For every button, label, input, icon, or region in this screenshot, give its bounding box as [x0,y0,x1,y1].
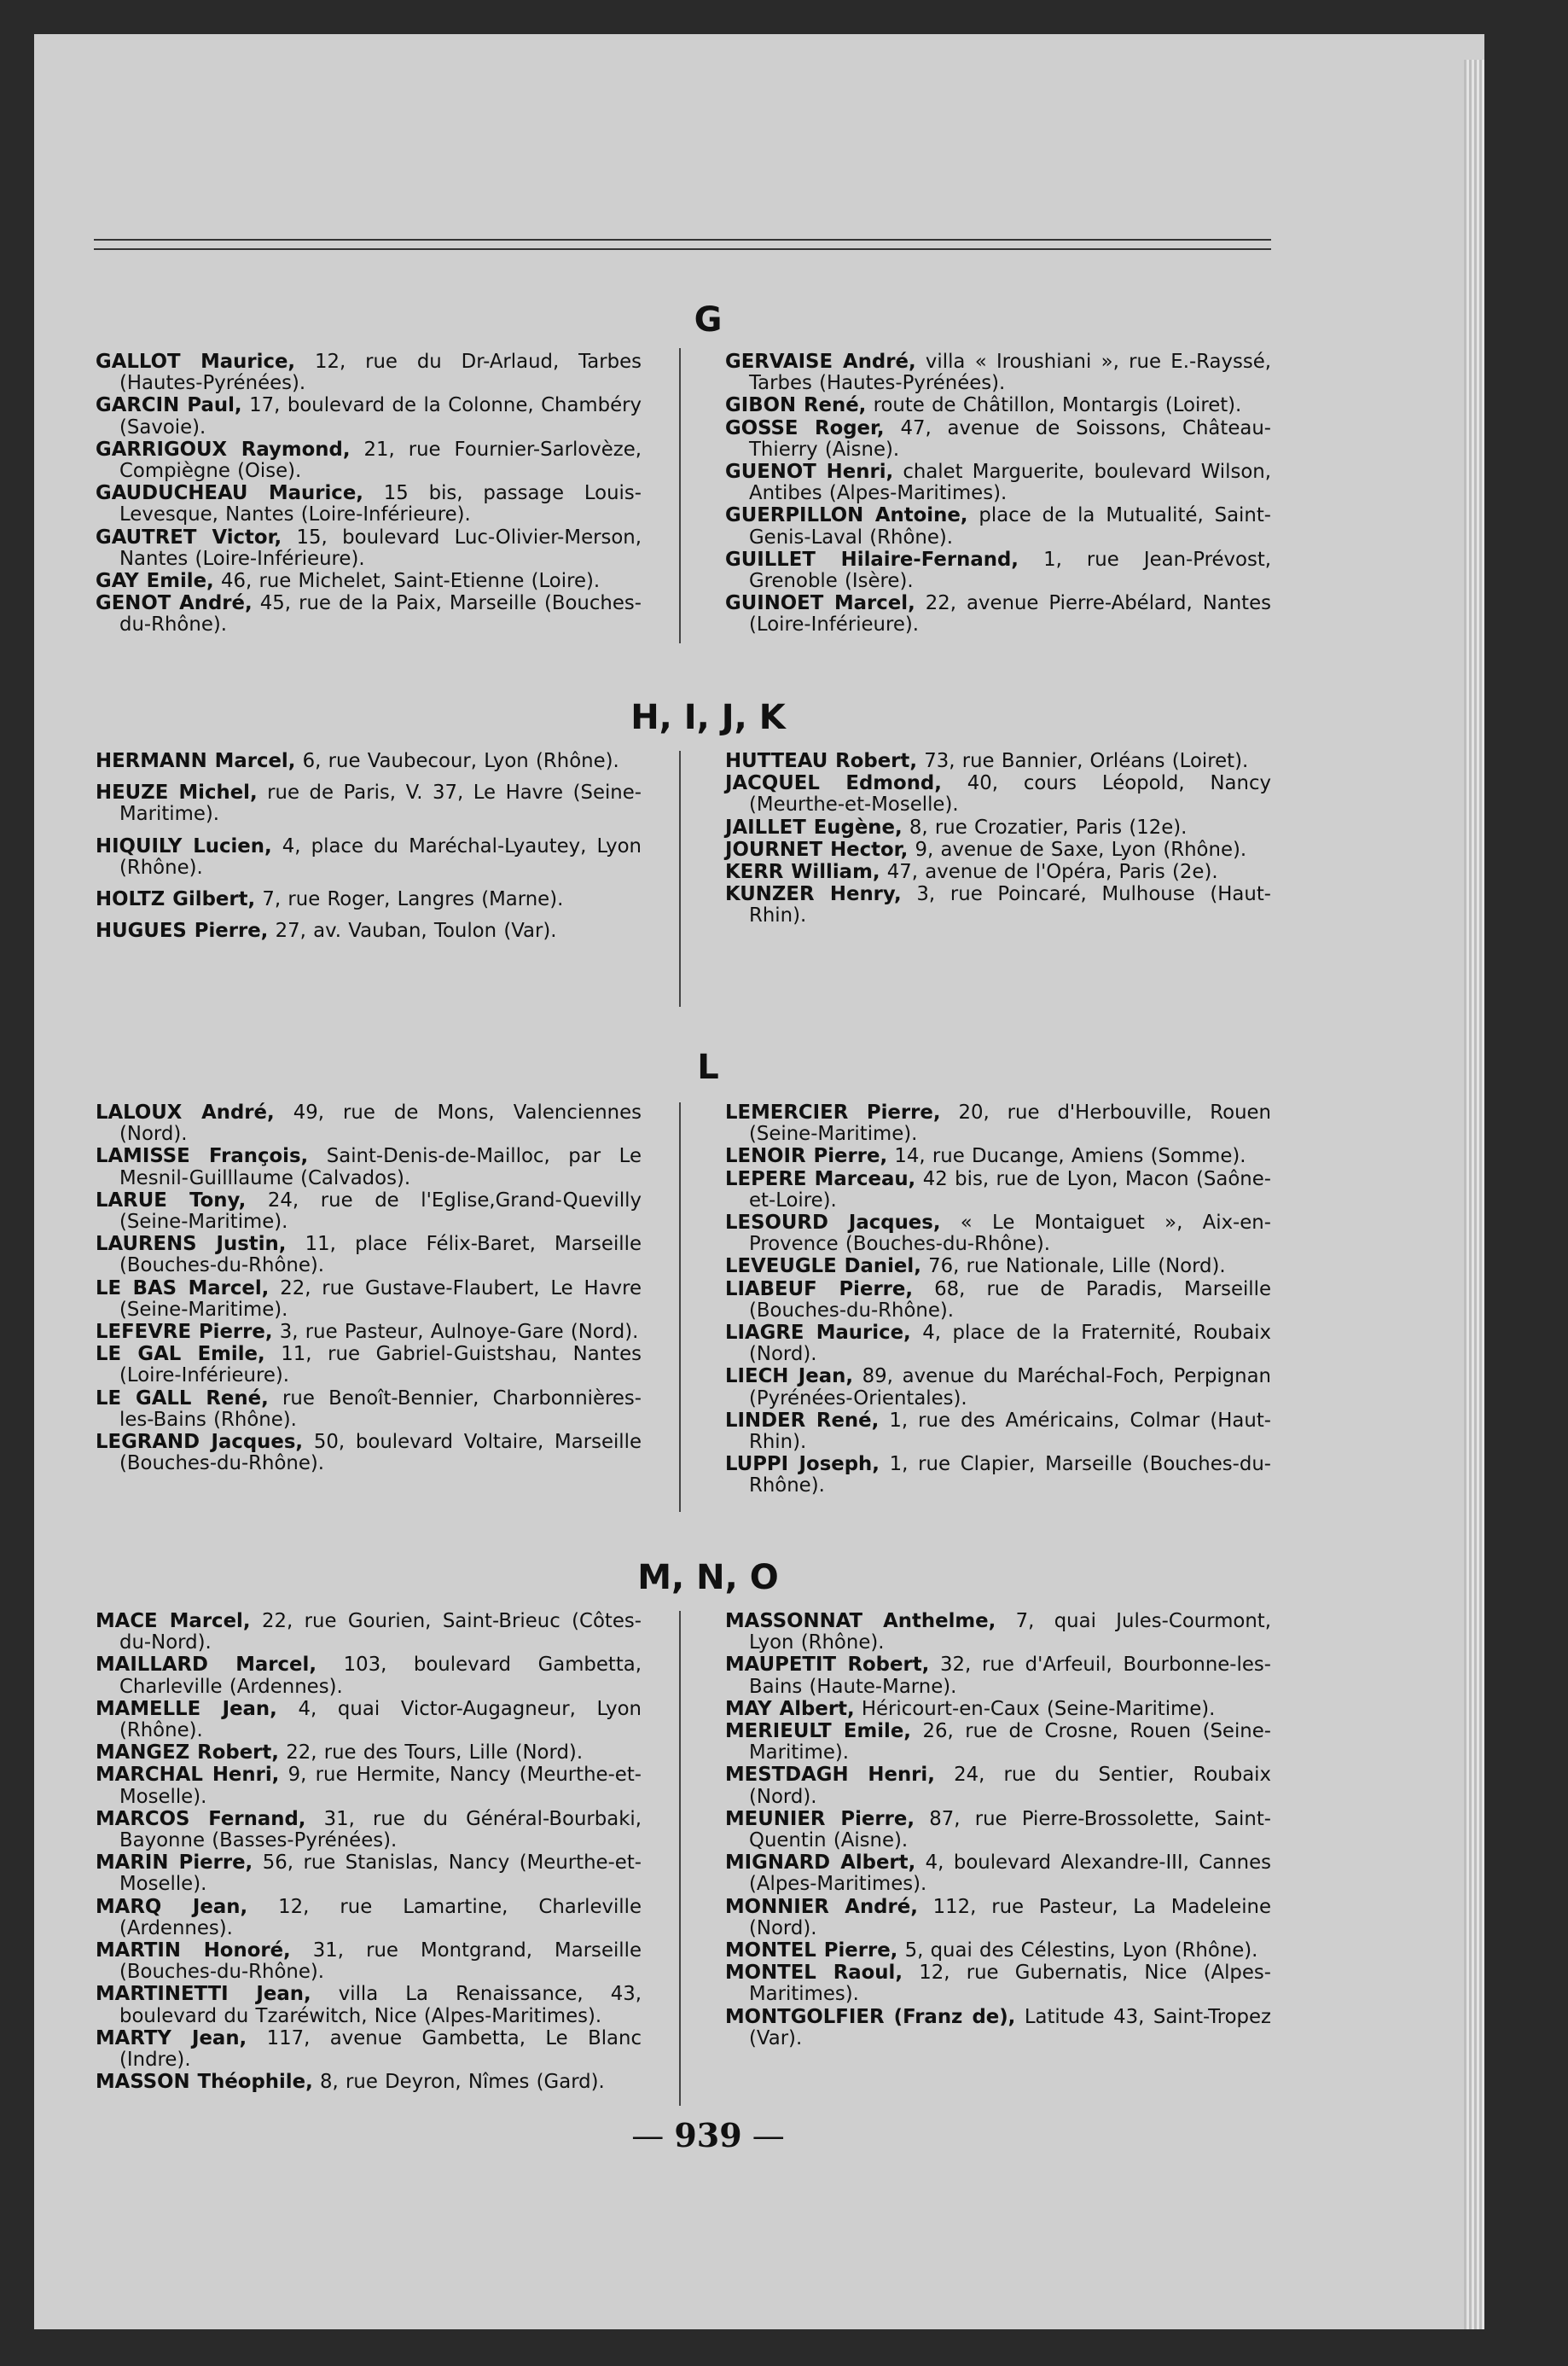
directory-entry: MIGNARD Albert, 4, boulevard Alexandre-III, Cannes (Alpes-Maritimes). [725,1852,1271,1896]
directory-entry: MARQ Jean, 12, rue Lamartine, Charleville (Ardennes). [96,1895,642,1939]
directory-entry: MARCHAL Henri, 9, rue Hermite, Nancy (Meurthe-et-Moselle). [96,1764,642,1808]
directory-entry: HOLTZ Gilbert, 7, rue Roger, Langres (Marne). [96,888,564,911]
directory-entry: LAURENS Justin, 11, place Félix-Baret, Marseille (Bouches-du-Rhône). [96,1233,642,1277]
directory-entry: LEPERE Marceau, 42 bis, rue de Lyon, Macon (Saône-et-Loire). [725,1167,1271,1212]
directory-entry: LENOIR Pierre, 14, rue Ducange, Amiens (Somme). [725,1145,1246,1168]
directory-entry: HUTTEAU Robert, 73, rue Bannier, Orléans (Loiret). [725,750,1249,772]
directory-entry: LAMISSE François, Saint-Denis-de-Mailloc, par Le Mesnil-Guilllaume (Calvados). [96,1145,642,1189]
section-mno-right-column [725,1611,1271,2050]
directory-entry: LE GALL René, rue Benoît-Bennier, Charbonnières-les-Bains (Rhône). [96,1386,642,1431]
directory-entry: MACE Marcel, 22, rue Gourien, Saint-Brieuc (Côtes-du-Nord). [96,1610,642,1654]
column-divider [679,1102,681,1512]
directory-entry: LUPPI Joseph, 1, rue Clapier, Marseille (Bouches-du-Rhône). [725,1453,1271,1497]
section-heading-mno: M, N, O [637,1558,779,1597]
section-g-left-column [96,352,642,637]
directory-entry: LEFEVRE Pierre, 3, rue Pasteur, Aulnoye-Gare (Nord). [96,1321,639,1344]
directory-entry: MONTEL Raoul, 12, rue Gubernatis, Nice (Alpes-Maritimes). [725,1962,1271,2006]
column-divider [679,751,681,1007]
directory-entry: MASSONNAT Anthelme, 7, quai Jules-Courmont, Lyon (Rhône). [725,1610,1271,1654]
directory-entry: KUNZER Henry, 3, rue Poincaré, Mulhouse (Haut-Rhin). [725,883,1271,927]
section-l-left-column [96,1102,642,1475]
section-mno-left-column [96,1611,642,2094]
directory-entry: GALLOT Maurice, 12, rue du Dr-Arlaud, Tarbes (Hautes-Pyrénées). [96,351,642,395]
directory-entry: GAUDUCHEAU Maurice, 15 bis, passage Louis-Levesque, Nantes (Loire-Inférieure). [96,482,642,526]
directory-entry: GERVAISE André, villa « Iroushiani », rue E.-Rayssé, Tarbes (Hautes-Pyrénées). [725,351,1271,395]
directory-entry: MAMELLE Jean, 4, quai Victor-Augagneur, Lyon (Rhône). [96,1697,642,1742]
column-divider [679,348,681,643]
directory-entry: MAUPETIT Robert, 32, rue d'Arfeuil, Bourbonne-les-Bains (Haute-Marne). [725,1654,1271,1698]
section-hijk-right-column [725,751,1271,928]
directory-entry: GIBON René, route de Châtillon, Montargis (Loiret). [725,394,1242,417]
section-hijk-left-column [96,751,642,952]
column-divider [679,1611,681,2106]
directory-entry: LARUE Tony, 24, rue de l'Eglise,Grand-Quevilly (Seine-Maritime). [96,1189,642,1234]
directory-entry: MAY Albert, Héricourt-en-Caux (Seine-Maritime). [725,1697,1216,1720]
page-edge [1464,60,1484,2329]
directory-entry: LESOURD Jacques, « Le Montaiguet », Aix-en-Provence (Bouches-du-Rhône). [725,1212,1271,1256]
directory-entry: LEVEUGLE Daniel, 76, rue Nationale, Lille (Nord). [725,1255,1226,1278]
directory-entry: MARTIN Honoré, 31, rue Montgrand, Marseille (Bouches-du-Rhône). [96,1939,642,1984]
directory-entry: MONTGOLFIER (Franz de), Latitude 43, Saint-Tropez (Var). [725,2005,1272,2049]
page-number-value: 939 [674,2116,742,2154]
section-heading-g: G [694,300,723,340]
directory-entry: JAILLET Eugène, 8, rue Crozatier, Paris (12e). [725,816,1188,839]
directory-entry: HEUZE Michel, rue de Paris, V. 37, Le Havre (Seine-Maritime). [96,782,642,826]
directory-entry: MONNIER André, 112, rue Pasteur, La Madeleine (Nord). [725,1895,1272,1939]
directory-entry: LALOUX André, 49, rue de Mons, Valenciennes (Nord). [96,1102,642,1146]
section-heading-hijk: H, I, J, K [630,698,786,737]
directory-entry: MANGEZ Robert, 22, rue des Tours, Lille (Nord). [96,1741,584,1764]
directory-entry: GUERPILLON Antoine, place de la Mutualité, Saint-Genis-Laval (Rhône). [725,504,1272,549]
directory-entry: MARIN Pierre, 56, rue Stanislas, Nancy (Meurthe-et-Moselle). [96,1852,642,1896]
directory-entry: GUINOET Marcel, 22, avenue Pierre-Abélard, Nantes (Loire-Inférieure). [725,592,1272,637]
section-heading-l: L [697,1048,719,1087]
section-l-right-column [725,1102,1271,1498]
directory-entry: GUENOT Henri, chalet Marguerite, boulevard Wilson, Antibes (Alpes-Maritimes). [725,461,1271,505]
directory-entry: KERR William, 47, avenue de l'Opéra, Paris (2e). [725,861,1218,884]
page-number: — 939 — [631,2116,785,2154]
directory-entry: MARTY Jean, 117, avenue Gambetta, Le Blanc (Indre). [96,2026,642,2072]
directory-entry: MAILLARD Marcel, 103, boulevard Gambetta, Charleville (Ardennes). [96,1654,642,1698]
section-g-right-column [725,352,1271,637]
directory-entry: MARCOS Fernand, 31, rue du Général-Bourbaki, Bayonne (Basses-Pyrénées). [96,1807,642,1852]
directory-entry: HERMANN Marcel, 6, rue Vaubecour, Lyon (Rhône). [96,750,619,772]
directory-entry: JACQUEL Edmond, 40, cours Léopold, Nancy (Meurthe-et-Moselle). [725,772,1271,817]
directory-page [34,34,1484,2329]
directory-entry: GENOT André, 45, rue de la Paix, Marseille (Bouches-du-Rhône). [96,592,642,637]
directory-entry: HUGUES Pierre, 27, av. Vauban, Toulon (Var). [96,920,557,943]
directory-entry: MEUNIER Pierre, 87, rue Pierre-Brossolette, Saint-Quentin (Aisne). [725,1807,1271,1852]
directory-entry: GARCIN Paul, 17, boulevard de la Colonne, Chambéry (Savoie). [96,394,642,439]
directory-entry: GAUTRET Victor, 15, boulevard Luc-Olivier-Merson, Nantes (Loire-Inférieure). [96,526,642,570]
directory-entry: MASSON Théophile, 8, rue Deyron, Nîmes (Gard). [96,2071,605,2094]
directory-entry: LE BAS Marcel, 22, rue Gustave-Flaubert, Le Havre (Seine-Maritime). [96,1276,642,1321]
directory-entry: JOURNET Hector, 9, avenue de Saxe, Lyon (Rhône). [725,838,1247,861]
directory-entry: LEMERCIER Pierre, 20, rue d'Herbouville, Rouen (Seine-Maritime). [725,1102,1271,1146]
directory-entry: HIQUILY Lucien, 4, place du Maréchal-Lyautey, Lyon (Rhône). [96,834,642,879]
directory-entry: GAY Emile, 46, rue Michelet, Saint-Etienne (Loire). [96,570,601,593]
directory-entry: MONTEL Pierre, 5, quai des Célestins, Lyon (Rhône). [725,1939,1258,1962]
directory-entry: GARRIGOUX Raymond, 21, rue Fournier-Sarlovèze, Compiègne (Oise). [96,438,642,483]
directory-entry: GOSSE Roger, 47, avenue de Soissons, Château-Thierry (Aisne). [725,416,1271,461]
directory-entry: LINDER René, 1, rue des Américains, Colmar (Haut-Rhin). [725,1409,1272,1454]
directory-entry: LEGRAND Jacques, 50, boulevard Voltaire, Marseille (Bouches-du-Rhône). [96,1431,642,1475]
directory-entry: MARTINETTI Jean, villa La Renaissance, 43, boulevard du Tzaréwitch, Nice (Alpes-Maritimes). [96,1983,642,2027]
directory-entry: LE GAL Emile, 11, rue Gabriel-Guistshau, Nantes (Loire-Inférieure). [96,1343,642,1387]
top-double-rule [94,239,1271,250]
directory-entry: MESTDAGH Henri, 24, rue du Sentier, Roubaix (Nord). [725,1764,1271,1808]
directory-entry: LIABEUF Pierre, 68, rue de Paradis, Marseille (Bouches-du-Rhône). [725,1277,1271,1322]
directory-entry: LIECH Jean, 89, avenue du Maréchal-Foch, Perpignan (Pyrénées-Orientales). [725,1365,1271,1410]
directory-entry: GUILLET Hilaire-Fernand, 1, rue Jean-Prévost, Grenoble (Isère). [725,548,1272,593]
directory-entry: MERIEULT Emile, 26, rue de Crosne, Rouen (Seine-Maritime). [725,1720,1271,1764]
directory-entry: LIAGRE Maurice, 4, place de la Fraternité, Roubaix (Nord). [725,1322,1271,1366]
